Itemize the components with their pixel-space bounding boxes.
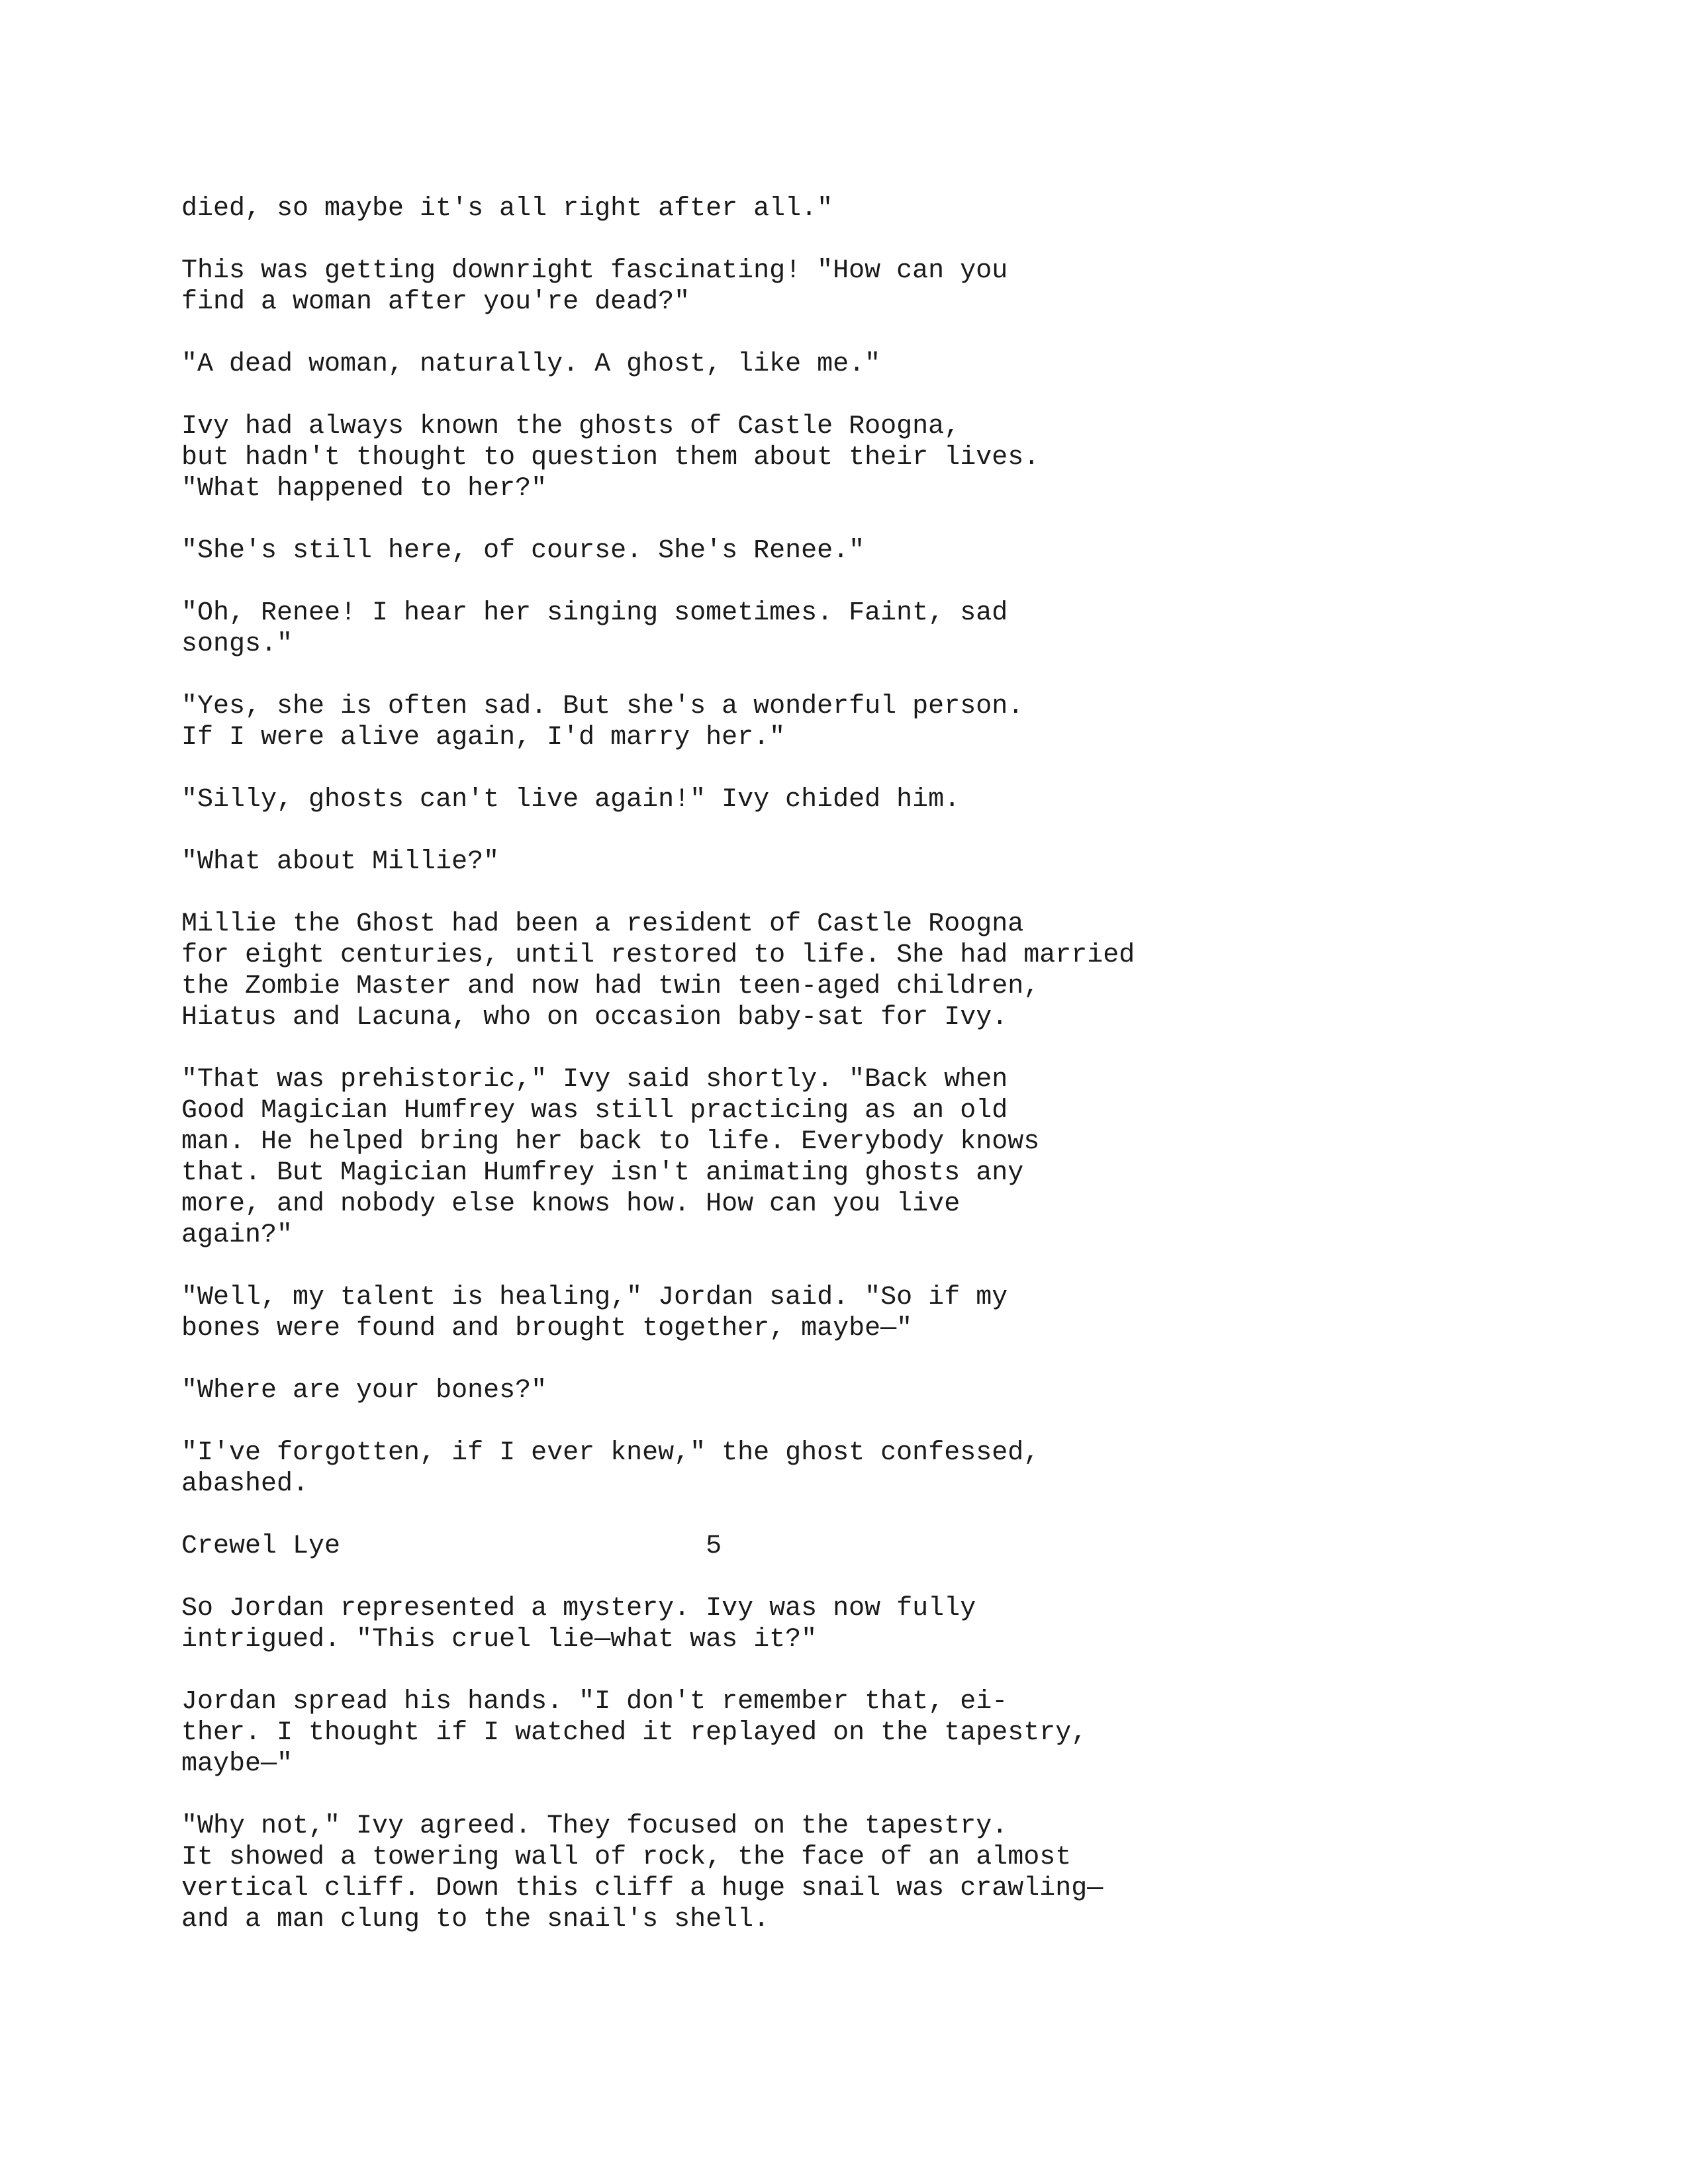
paragraph: "Well, my talent is healing," Jordan said. "So if my bones were found and brought together, maybe—" <box>181 1283 1008 1343</box>
document-page <box>181 193 1505 1966</box>
paragraph: Jordan spread his hands. "I don't remember that, ei- ther. I thought if I watched it replayed on the tapestry, maybe—" <box>181 1687 1088 1779</box>
running-header: Crewel Lye 5 <box>181 1531 722 1561</box>
paragraph: "Silly, ghosts can't live again!" Ivy chided him. <box>181 785 961 815</box>
paragraph: "She's still here, of course. She's Renee." <box>181 536 865 566</box>
paragraph: "Where are your bones?" <box>181 1376 547 1406</box>
paragraph: So Jordan represented a mystery. Ivy was now fully intrigued. "This cruel lie—what was it?" <box>181 1594 976 1655</box>
paragraph: "Why not," Ivy agreed. They focused on the tapestry. It showed a towering wall of rock, the face of an almost vertical cliff. Down this cliff a huge snail was crawling— and a man clung to the snail's shell. <box>181 1811 1103 1934</box>
paragraph: Ivy had always known the ghosts of Castle Roogna, but hadn't thought to question them about their lives. "What happened to her?" <box>181 412 1040 504</box>
paragraph: "That was prehistoric," Ivy said shortly. "Back when Good Magician Humfrey was still practicing as an old man. He helped bring her back to life. Everybody knows that. But Magician Humfrey isn't animating ghosts any more, and nobody else knows how. How can you live again?" <box>181 1065 1040 1250</box>
paragraph: "A dead woman, naturally. A ghost, like me." <box>181 349 881 379</box>
paragraph: Millie the Ghost had been a resident of Castle Roogna for eight centuries, until restored to life. She had married the Zombie Master and now had twin teen-aged children, Hiatus and Lacuna, who on occasion baby-sat for Ivy. <box>181 909 1135 1032</box>
paragraph: "Oh, Renee! I hear her singing sometimes. Faint, sad songs." <box>181 598 1008 659</box>
paragraph: "Yes, she is often sad. But she's a wonderful person. If I were alive again, I'd marry her." <box>181 692 1024 752</box>
paragraph: This was getting downright fascinating! "How can you find a woman after you're dead?" <box>181 256 1008 317</box>
paragraph: "I've forgotten, if I ever knew," the ghost confessed, abashed. <box>181 1438 1040 1499</box>
paragraph: died, so maybe it's all right after all." <box>181 194 833 224</box>
paragraph: "What about Millie?" <box>181 847 500 877</box>
